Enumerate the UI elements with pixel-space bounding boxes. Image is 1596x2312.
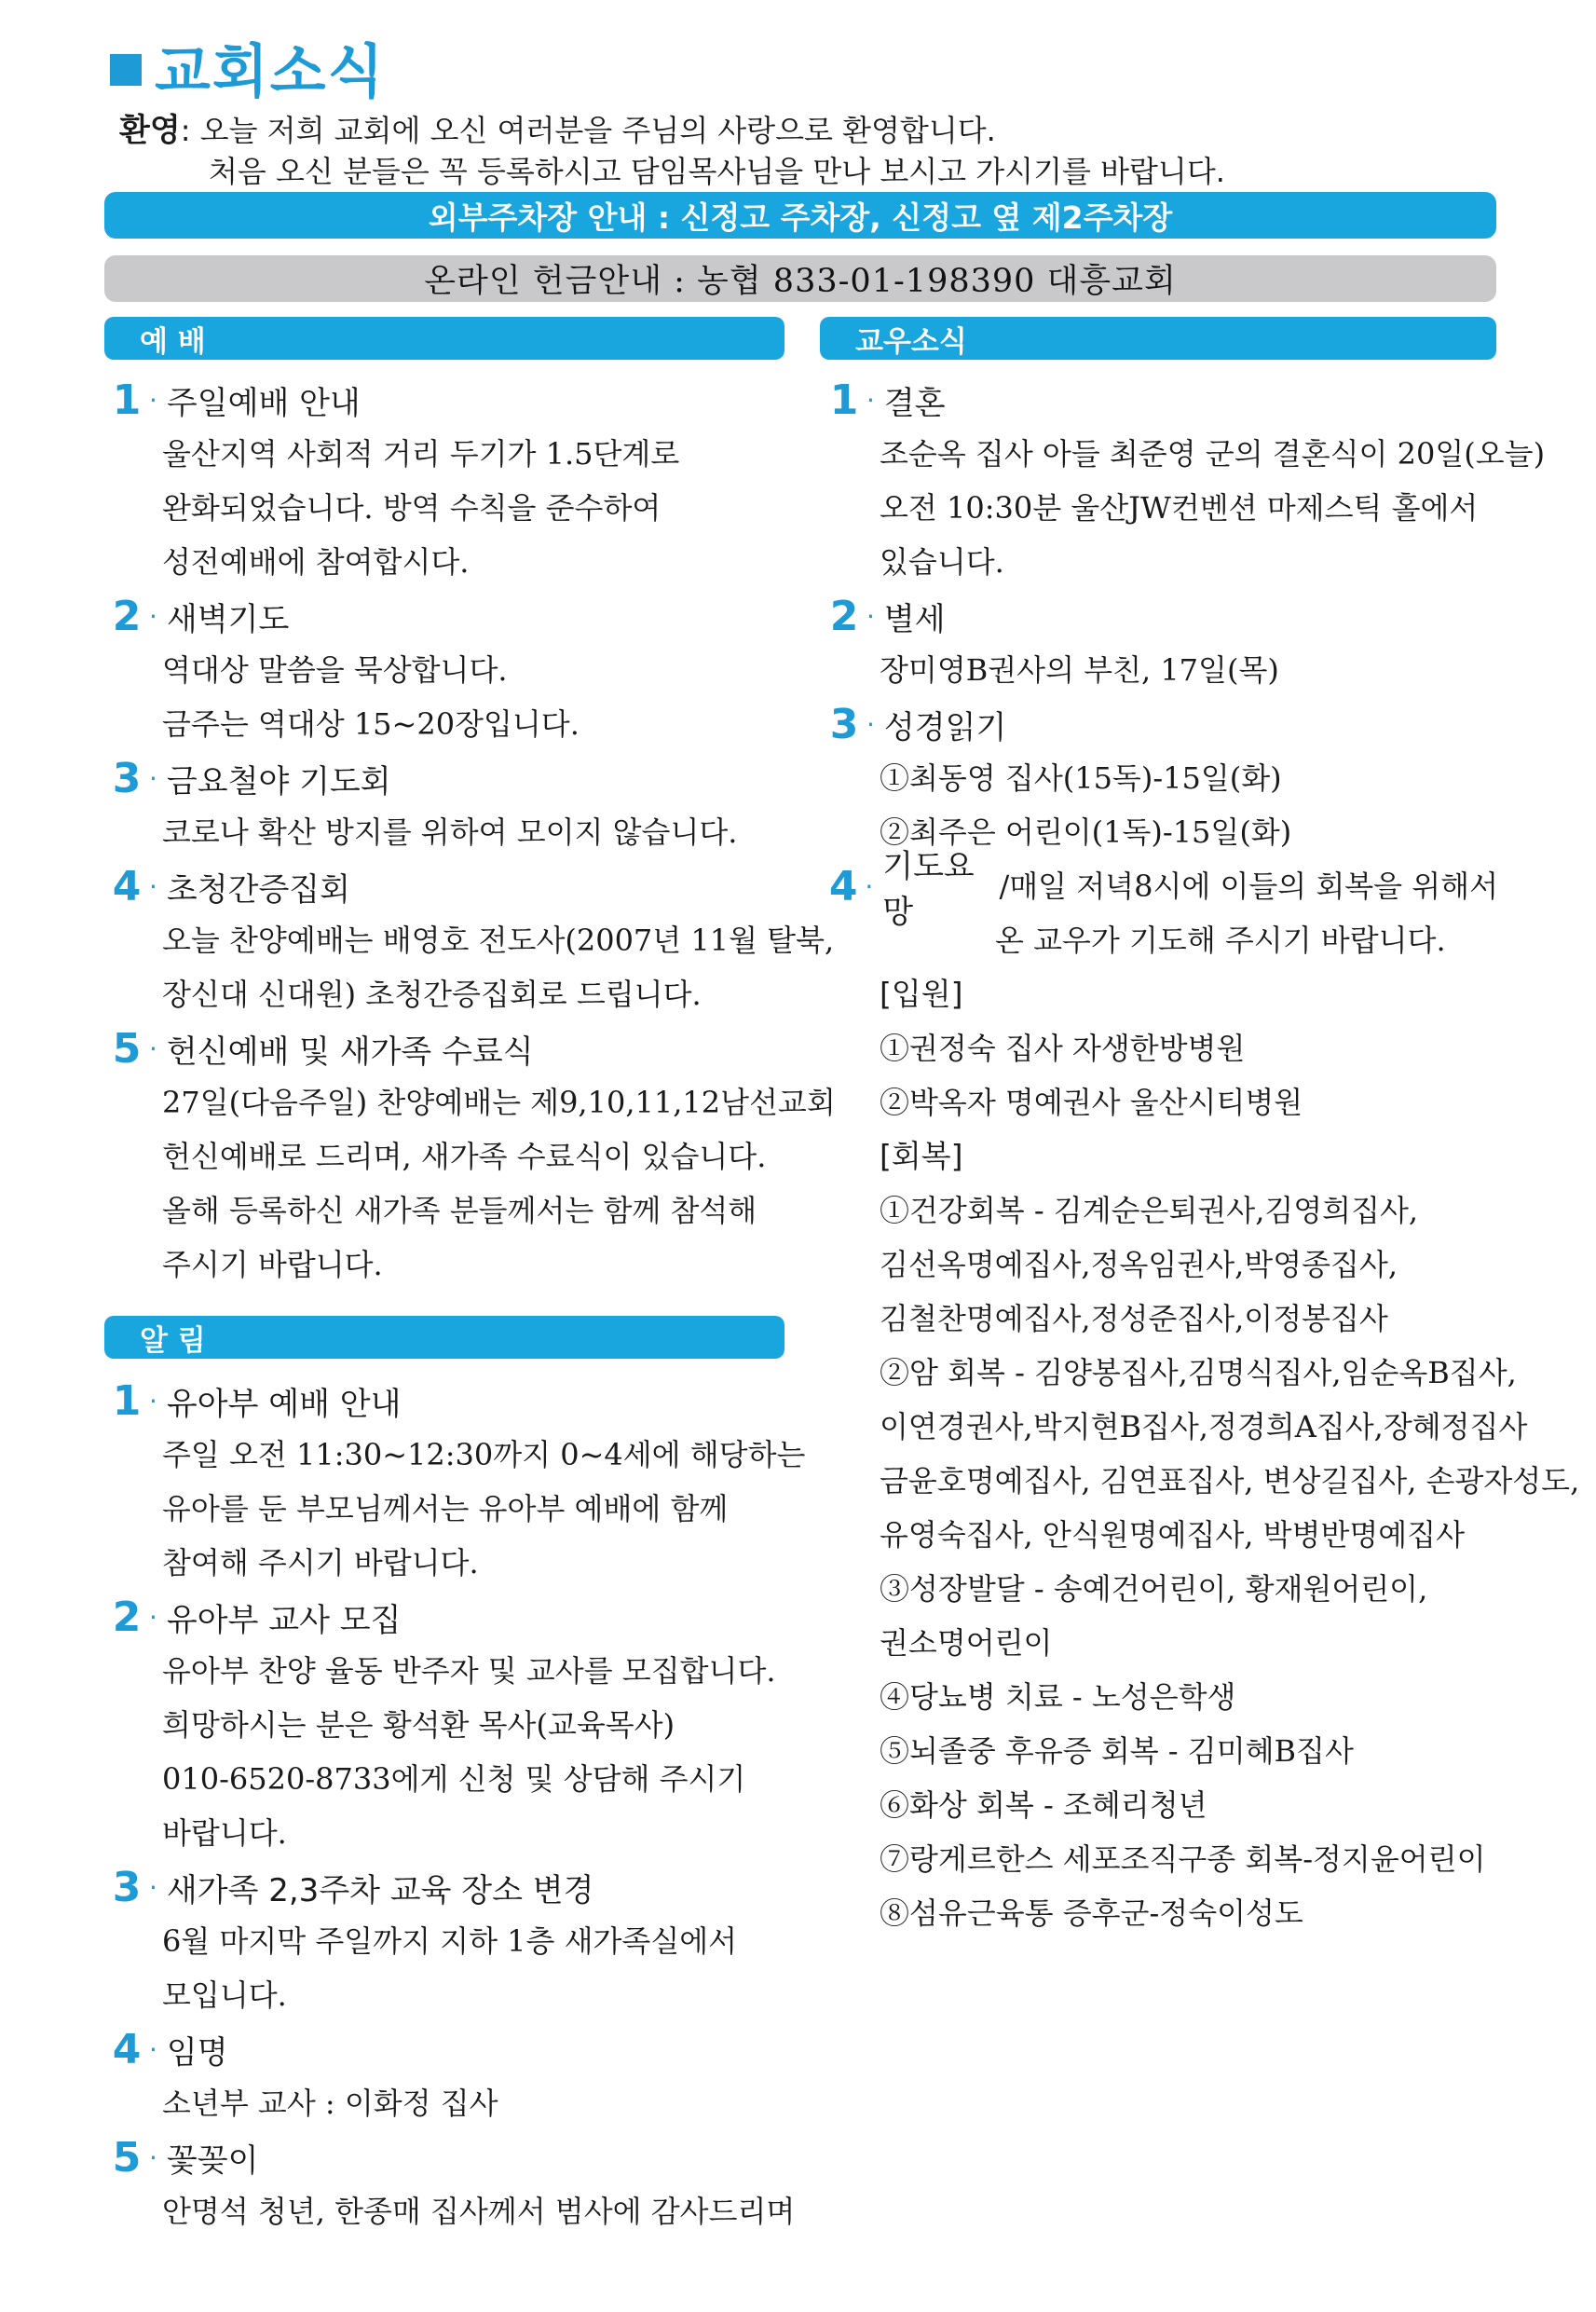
page-title-text: 교회소식 — [155, 37, 386, 105]
item-title: 꽃꽂이 — [166, 2141, 259, 2180]
welcome-line-2: 처음 오신 분들은 꼭 등록하시고 담임목사님을 만나 보시고 가시기를 바랍니다. — [209, 154, 1225, 189]
item-line: 희망하시는 분은 황석환 목사(교육목사) — [162, 1707, 675, 1743]
parking-banner: 외부주차장 안내 : 신정고 주차장, 신정고 옆 제2주차장 — [104, 192, 1496, 239]
item-line: 역대상 말씀을 묵상합니다. — [162, 652, 508, 688]
list-item: 3 · 성경읽기 ①최동영 집사(15독)-15일(화) ②최주은 어린이(1독)-15일(화) — [827, 697, 1498, 859]
item-line: 김철찬명예집사,정성준집사,이정봉집사 — [880, 1301, 1388, 1336]
list-item: 3 · 금요철야 기도회 코로나 확산 방지를 위하여 모이지 않습니다. — [110, 751, 799, 859]
item-line: 완화되었습니다. 방역 수칙을 준수하여 — [162, 490, 662, 526]
item-line: ⑥화상 회복 - 조혜리청년 — [880, 1787, 1207, 1823]
item-line: 금윤호명예집사, 김연표집사, 변상길집사, 손광자성도, — [880, 1463, 1580, 1498]
item-line: ⑤뇌졸중 후유증 회복 - 김미혜B집사 — [880, 1733, 1354, 1769]
item-line: 27일(다음주일) 찬양예배는 제9,10,11,12남선교회 — [162, 1085, 836, 1120]
item-number: 1 — [829, 376, 859, 424]
item-title: 별세 — [883, 600, 946, 638]
item-line: ②암 회복 - 김양봉집사,김명식집사,임순옥B집사, — [880, 1355, 1517, 1390]
item-line: ②최주은 어린이(1독)-15일(화) — [880, 814, 1292, 850]
item-line: 온 교우가 기도해 주시기 바랍니다. — [995, 923, 1446, 958]
item-title: 주일예배 안내 — [166, 384, 361, 422]
item-line: 오전 10:30분 울산JW컨벤션 마제스틱 홀에서 — [880, 490, 1479, 526]
item-number: 1 — [112, 376, 142, 424]
item-line: 장신대 신대원) 초청간증집회로 드립니다. — [162, 977, 702, 1012]
item-number: 2 — [829, 592, 859, 640]
worship-list — [110, 373, 836, 1292]
item-title: 유아부 교사 모집 — [166, 1601, 402, 1639]
item-line: 6월 마지막 주일까지 지하 1층 새가족실에서 — [162, 1923, 738, 1959]
item-line: ②박옥자 명예권사 울산시티병원 — [880, 1085, 1303, 1120]
item-line: ⑦랑게르한스 세포조직구종 회복-정지윤어린이 — [880, 1841, 1486, 1877]
item-title: 새가족 2,3주차 교육 장소 변경 — [166, 1871, 594, 1909]
item-line: ③성장발달 - 송예건어린이, 황재원어린이, — [880, 1571, 1428, 1607]
item-title: 금요철야 기도회 — [166, 762, 391, 800]
item-line: 있습니다. — [880, 544, 1004, 580]
item-title: 기도요망 — [882, 848, 975, 931]
item-title: 성경읽기 — [883, 708, 1007, 746]
item-line: ⑧섬유근육통 증후군-정숙이성도 — [880, 1895, 1303, 1931]
item-line: 코로나 확산 방지를 위하여 모이지 않습니다. — [162, 814, 738, 850]
item-line: 소년부 교사 : 이화정 집사 — [162, 2086, 498, 2121]
hospitalized-label: [입원] — [880, 976, 963, 1012]
item-number: 1 — [112, 1376, 142, 1425]
item-line: 오늘 찬양예배는 배영호 전도사(2007년 11월 탈북, — [162, 923, 835, 958]
item-line: 김선옥명예집사,정옥임권사,박영종집사, — [880, 1247, 1398, 1282]
item-line: 이연경권사,박지현B집사,정경희A집사,장혜정집사 — [880, 1409, 1528, 1444]
item-line: 조순옥 집사 아들 최준영 군의 결혼식이 20일(오늘) — [880, 436, 1546, 472]
item-number: 4 — [112, 862, 142, 910]
item-number: 3 — [112, 1863, 142, 1911]
section-header-notice: 알 림 — [104, 1316, 784, 1359]
list-item: 5 · 꽃꽂이 안명석 청년, 한종매 집사께서 범사에 감사드리며 — [110, 2130, 799, 2238]
item-title: 유아부 예배 안내 — [166, 1385, 402, 1423]
list-item: 2 · 유아부 교사 모집 유아부 찬양 율동 반주자 및 교사를 모집합니다. 희망하시는 분은 황석환 목사(교육목사) 010-6520-8733에게 신청 및 상담해 주시기 바랍니다. — [110, 1590, 799, 1860]
item-line: 울산지역 사회적 거리 두기가 1.5단계로 — [162, 436, 680, 472]
item-line: 바랍니다. — [162, 1815, 287, 1851]
list-item: 4 · 기도요망 /매일 저녁8시에 이들의 회복을 위해서 온 교우가 기도해 주시기 바랍니다. [입원] ①권정숙 집사 자생한방병원 ②박옥자 명예권사 울산시티병원 [회복] ①건강회복 - 김계순은퇴권사,김영희집사, 김선옥명예집사,정옥임권사,박영종집사, 김철찬명예집사,정성준집사,이정봉집사 ②암 회복 - 김양봉집사,김명식집사,임순옥B집사, 이연경권사,박지현B집사,정경희A집사,장혜정집사 금윤호명예집사, 김연표집사, 변상길집사, 손광자성도, 유영숙집사, 안식원명예집사, 박병반명예집사 ③성장발달 - 송예건어린이, 황재원어린이, 권소명어린이 ④당뇨병 치료 - 노성은학생 ⑤뇌졸중 후유증 회복 - 김미혜B집사 ⑥화상 회복 - 조혜리청년 ⑦랑게르한스 세포조직구종 회복-정지윤어린이 ⑧섬유근육통 증후군-정숙이성도 — [827, 859, 1498, 1940]
item-line: 안명석 청년, 한종매 집사께서 범사에 감사드리며 — [162, 2194, 796, 2229]
item-line: 금주는 역대상 15~20장입니다. — [162, 706, 580, 742]
item-number: 3 — [112, 754, 142, 802]
item-line: ①건강회복 - 김계순은퇴권사,김영희집사, — [880, 1193, 1419, 1228]
item-line: 유영숙집사, 안식원명예집사, 박병반명예집사 — [880, 1517, 1466, 1553]
item-number: 5 — [112, 1024, 142, 1073]
item-line: ④당뇨병 치료 - 노성은학생 — [880, 1679, 1236, 1715]
item-number: 4 — [112, 2025, 142, 2073]
item-line: 모입니다. — [162, 1977, 287, 2013]
item-line: 유아부 찬양 율동 반주자 및 교사를 모집합니다. — [162, 1653, 776, 1689]
item-line: 헌신예배로 드리며, 새가족 수료식이 있습니다. — [162, 1139, 767, 1174]
welcome-label: 환영 — [119, 112, 181, 149]
item-line: 주일 오전 11:30~12:30까지 0~4세에 해당하는 — [162, 1437, 806, 1472]
item-line: ①권정숙 집사 자생한방병원 — [880, 1031, 1246, 1066]
welcome-line-1: : 오늘 저희 교회에 오신 여러분을 주님의 사랑으로 환영합니다. — [180, 113, 996, 148]
item-line: 참여해 주시기 바랍니다. — [162, 1545, 479, 1580]
item-line: 유아를 둔 부모님께서는 유아부 예배에 함께 — [162, 1491, 729, 1526]
item-title: 초청간증집회 — [166, 870, 350, 909]
item-number: 3 — [829, 700, 859, 748]
list-item: 4 · 임명 소년부 교사 : 이화정 집사 — [110, 2022, 799, 2130]
item-line: 010-6520-8733에게 신청 및 상담해 주시기 — [162, 1761, 746, 1797]
list-item: 4 · 초청간증집회 오늘 찬양예배는 배영호 전도사(2007년 11월 탈북, 장신대 신대원) 초청간증집회로 드립니다. — [110, 859, 799, 1021]
recovery-label: [회복] — [880, 1138, 963, 1174]
list-item: 1 · 유아부 예배 안내 주일 오전 11:30~12:30까지 0~4세에 해당하는 유아를 둔 부모님께서는 유아부 예배에 함께 참여해 주시기 바랍니다. — [110, 1374, 799, 1590]
list-item: 1 · 결혼 조순옥 집사 아들 최준영 군의 결혼식이 20일(오늘) 오전 10:30분 울산JW컨벤션 마제스틱 홀에서 있습니다. — [827, 373, 1498, 589]
square-bullet-icon — [110, 54, 142, 86]
item-line: 성전예배에 참여합시다. — [162, 544, 470, 580]
online-offering-banner: 온라인 헌금안내 : 농협 833-01-198390 대흥교회 — [104, 255, 1496, 302]
item-line: ①최동영 집사(15독)-15일(화) — [880, 760, 1282, 796]
item-title: 헌신예배 및 새가족 수료식 — [166, 1033, 534, 1071]
item-line: 권소명어린이 — [880, 1625, 1053, 1661]
item-title: 임명 — [166, 2033, 228, 2072]
item-title-rest: /매일 저녁8시에 이들의 회복을 위해서 — [999, 869, 1498, 904]
list-item: 1 · 주일예배 안내 울산지역 사회적 거리 두기가 1.5단계로 완화되었습니다. 방역 수칙을 준수하여 성전예배에 참여합시다. — [110, 373, 799, 589]
item-number: 4 — [828, 862, 858, 910]
list-item: 3 · 새가족 2,3주차 교육 장소 변경 6월 마지막 주일까지 지하 1층 새가족실에서 모입니다. — [110, 1860, 799, 2022]
section-header-member-news: 교우소식 — [820, 317, 1496, 360]
list-item: 5 · 헌신예배 및 새가족 수료식 27일(다음주일) 찬양예배는 제9,10,11,12남선교회 헌신예배로 드리며, 새가족 수료식이 있습니다. 올해 등록하신 새가족 분들께서는 함께 참석해 주시기 바랍니다. — [110, 1021, 799, 1292]
list-item: 2 · 새벽기도 역대상 말씀을 묵상합니다. 금주는 역대상 15~20장입니다. — [110, 589, 799, 751]
item-line: 올해 등록하신 새가족 분들께서는 함께 참석해 — [162, 1193, 757, 1228]
notice-list — [110, 1374, 806, 2238]
item-title: 새벽기도 — [166, 600, 290, 638]
item-number: 2 — [112, 1593, 142, 1641]
item-line: 주시기 바랍니다. — [162, 1247, 383, 1282]
section-header-worship: 예 배 — [104, 317, 784, 360]
item-title: 결혼 — [883, 384, 946, 422]
item-number: 5 — [112, 2133, 142, 2182]
member-news-list — [827, 373, 1580, 1940]
item-line: 장미영B권사의 부친, 17일(목) — [880, 652, 1279, 688]
list-item: 2 · 별세 장미영B권사의 부친, 17일(목) — [827, 589, 1498, 697]
item-number: 2 — [112, 592, 142, 640]
page-title — [110, 37, 386, 105]
welcome-message — [119, 110, 1225, 192]
